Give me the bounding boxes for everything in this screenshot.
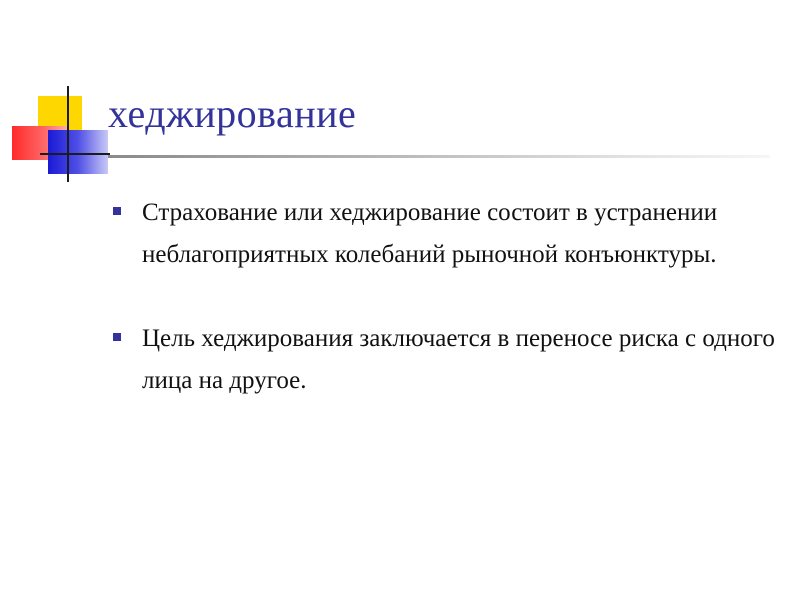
bullet-item-2 xyxy=(108,318,788,402)
bullet-item-1 xyxy=(108,192,788,276)
logo-horizontal-line xyxy=(40,153,110,155)
bullet-text-2: Цель хеджирования заключается в переносе риска с одного лица на другое. xyxy=(142,325,775,394)
slide-title: хеджирование xyxy=(108,91,357,136)
blue-square xyxy=(48,130,108,174)
title-underline xyxy=(108,155,770,158)
square-bullet-icon xyxy=(113,207,121,215)
square-bullet-icon xyxy=(113,333,121,341)
decorative-squares-logo xyxy=(0,0,120,190)
bullet-text-1: Страхование или хеджирование состоит в устранении неблагоприятных колебаний рыночной конъюнктуры. xyxy=(142,199,718,268)
bullet-list xyxy=(108,192,788,444)
logo-vertical-line xyxy=(67,86,69,182)
